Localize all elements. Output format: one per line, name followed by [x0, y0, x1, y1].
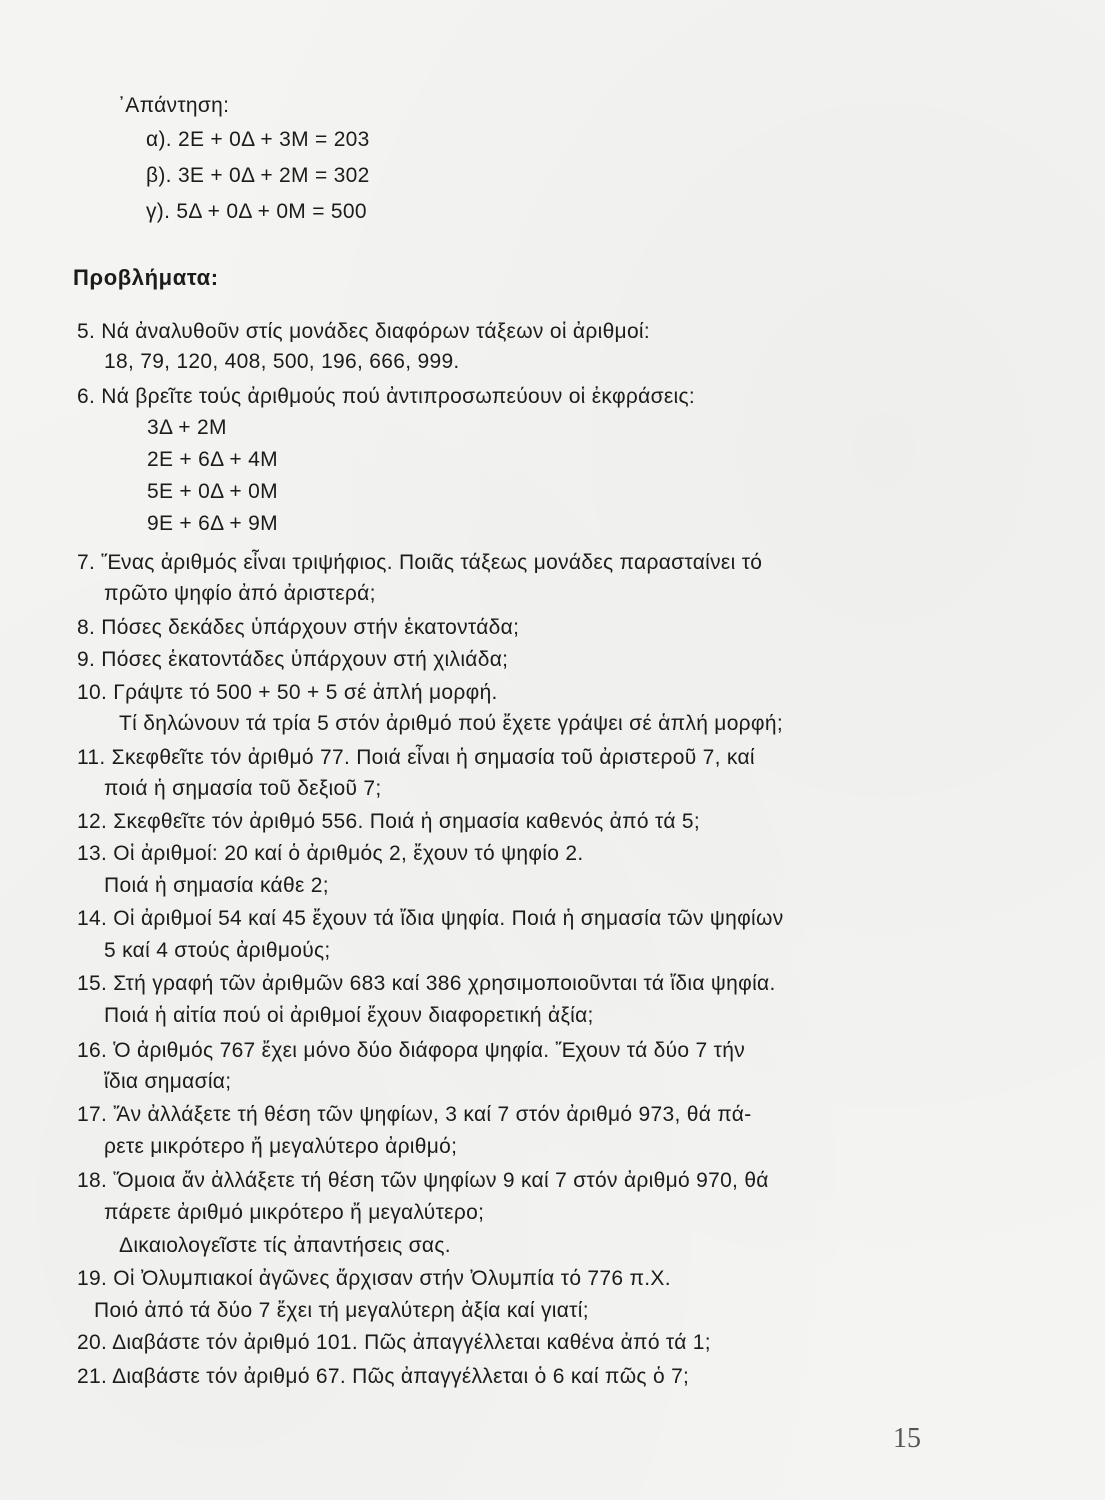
problem-21-line-1: 21. Διαβάστε τόν ἀριθμό 67. Πῶς ἀπαγγέλλεται ὁ 6 καί πῶς ὁ 7;: [77, 1365, 690, 1388]
problems-heading: Προβλήματα:: [73, 265, 219, 290]
answer-line-c: γ). 5Δ + 0Δ + 0Μ = 500: [146, 200, 367, 223]
problem-7-line-1: 7. Ἕνας ἀριθμός εἶναι τριψήφιος. Ποιᾶς τάξεως μονάδες παρασταίνει τό: [77, 551, 763, 574]
problem-13-line-2: Ποιά ἡ σημασία κάθε 2;: [104, 874, 329, 897]
problem-9-line-1: 9. Πόσες ἑκατοντάδες ὑπάρχουν στή χιλιάδα;: [77, 648, 509, 671]
problem-17-line-1: 17. Ἄν ἀλλάξετε τή θέση τῶν ψηφίων, 3 καί 7 στόν ἀριθμό 973, θά πά-: [77, 1103, 752, 1126]
problem-16-line-2: ἴδια σημασία;: [104, 1070, 232, 1093]
problem-7-line-2: πρῶτο ψηφίο ἀπό ἀριστερά;: [104, 582, 376, 605]
problem-19-line-2: Ποιό ἀπό τά δύο 7 ἔχει τή μεγαλύτερη ἀξία καί γιατί;: [94, 1299, 589, 1322]
problem-6-line-1: 6. Νά βρεῖτε τούς ἀριθμούς πού ἀντιπροσωπεύουν οἱ ἐκφράσεις:: [77, 385, 696, 408]
problem-18-line-3: Δικαιολογεῖστε τίς ἀπαντήσεις σας.: [119, 1234, 451, 1257]
problem-10-line-1: 10. Γράψτε τό 500 + 50 + 5 σέ ἁπλή μορφή.: [77, 681, 498, 704]
problem-8-line-1: 8. Πόσες δεκάδες ὑπάρχουν στήν ἑκατοντάδα;: [77, 616, 520, 639]
problem-14-line-1: 14. Οἱ ἀριθμοί 54 καί 45 ἔχουν τά ἴδια ψηφία. Ποιά ἡ σημασία τῶν ψηφίων: [77, 907, 784, 930]
problem-15-line-1: 15. Στή γραφή τῶν ἀριθμῶν 683 καί 386 χρησιμοποιοῦνται τά ἴδια ψηφία.: [77, 972, 776, 995]
problem-5-line-2: 18, 79, 120, 408, 500, 196, 666, 999.: [104, 350, 460, 373]
problem-15-line-2: Ποιά ἡ αἰτία πού οἱ ἀριθμοί ἔχουν διαφορετική ἀξία;: [104, 1004, 594, 1027]
problem-10-line-2: Τί δηλώνουν τά τρία 5 στόν ἀριθμό πού ἔχετε γράψει σέ ἁπλή μορφή;: [119, 712, 783, 735]
problem-18-line-1: 18. Ὅμοια ἄν ἀλλάξετε τή θέση τῶν ψηφίων 9 καί 7 στόν ἀριθμό 970, θά: [77, 1169, 769, 1192]
problem-11-line-1: 11. Σκεφθεῖτε τόν ἀριθμό 77. Ποιά εἶναι ἡ σημασία τοῦ ἀριστεροῦ 7, καί: [77, 746, 755, 769]
problem-12-line-1: 12. Σκεφθεῖτε τόν ἀριθμό 556. Ποιά ἡ σημασία καθενός ἀπό τά 5;: [77, 810, 701, 833]
problem-11-line-2: ποιά ἡ σημασία τοῦ δεξιοῦ 7;: [104, 777, 382, 800]
problem-6-expression-1: 3Δ + 2Μ: [147, 416, 227, 439]
page-number: 15: [893, 1423, 921, 1454]
problem-17-line-2: ρετε μικρότερο ἤ μεγαλύτερο ἀριθμό;: [104, 1135, 458, 1158]
answer-label: ᾿Απάντηση:: [118, 94, 230, 117]
problem-13-line-1: 13. Οἱ ἀριθμοί: 20 καί ὁ ἀριθμός 2, ἔχουν τό ψηφίο 2.: [77, 842, 584, 865]
problem-20-line-1: 20. Διαβάστε τόν ἀριθμό 101. Πῶς ἀπαγγέλλεται καθένα ἀπό τά 1;: [77, 1331, 711, 1354]
problem-19-line-1: 19. Οἱ Ὀλυμπιακοί ἀγῶνες ἄρχισαν στήν Ὀλυμπία τό 776 π.Χ.: [77, 1267, 671, 1290]
problem-16-line-1: 16. Ὁ ἀριθμός 767 ἔχει μόνο δύο διάφορα ψηφία. Ἔχουν τά δύο 7 τήν: [77, 1039, 746, 1062]
answer-line-b: β). 3Ε + 0Δ + 2Μ = 302: [146, 164, 370, 187]
problem-6-expression-4: 9Ε + 6Δ + 9Μ: [147, 512, 278, 535]
problem-14-line-2: 5 καί 4 στούς ἀριθμούς;: [104, 939, 331, 962]
answer-line-a: α). 2Ε + 0Δ + 3Μ = 203: [146, 128, 370, 151]
problem-6-expression-2: 2Ε + 6Δ + 4Μ: [147, 448, 278, 471]
problem-18-line-2: πάρετε ἀριθμό μικρότερο ἤ μεγαλύτερο;: [104, 1201, 485, 1224]
problem-5-line-1: 5. Νά ἀναλυθοῦν στίς μονάδες διαφόρων τάξεων οἱ ἀριθμοί:: [77, 320, 651, 343]
problem-6-expression-3: 5Ε + 0Δ + 0Μ: [147, 480, 278, 503]
